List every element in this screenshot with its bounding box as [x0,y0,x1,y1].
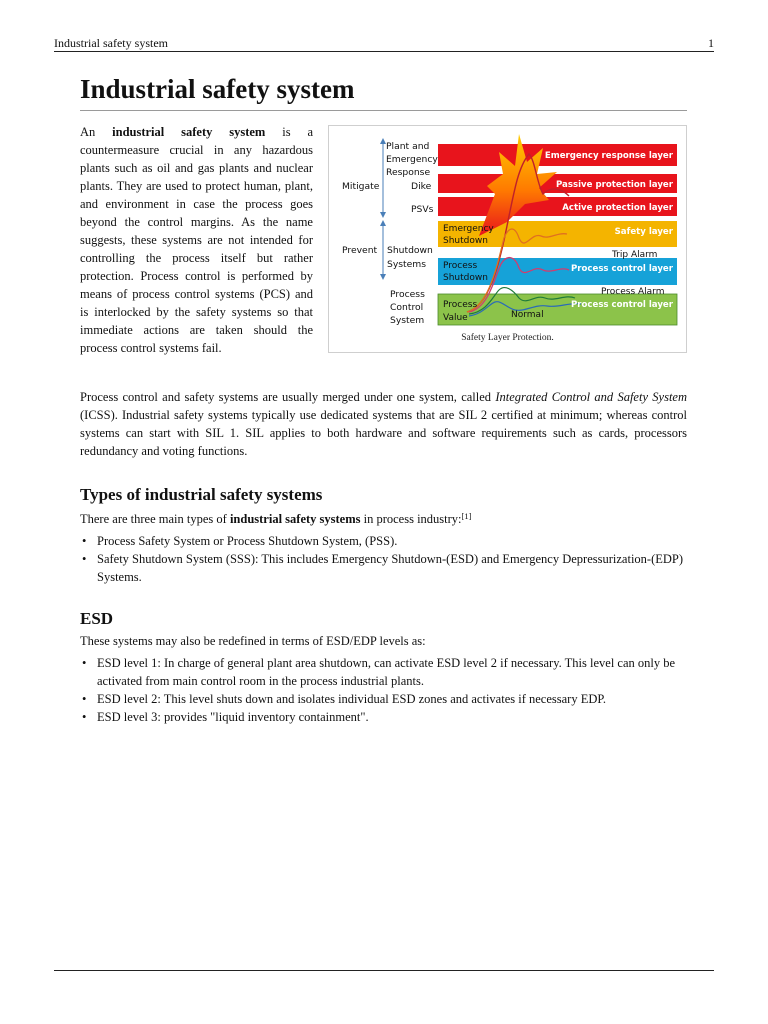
label-control: Control [390,302,424,313]
prevent-arrowhead-bottom [380,274,386,280]
label-psvs: PSVs [411,204,434,215]
prevent-arrowhead-top [380,220,386,226]
footer-rule [54,970,714,971]
layer-label-active-protection: Active protection layer [562,203,673,213]
trip-alarm-label: Trip Alarm [612,250,658,260]
list-item: • Process Safety System or Process Shutdown System, (PSS). [80,532,687,550]
page-number: 1 [708,36,714,50]
label-response: Response [386,167,431,178]
types-section-heading: Types of industrial safety systems [80,485,323,504]
intro-bold-term: industrial safety system [112,125,266,139]
running-header [54,36,714,52]
inner-label-shutdown: Shutdown [443,236,488,246]
citation-link[interactable]: [1] [461,511,472,521]
intro-prefix: An [80,125,113,139]
intro-paragraph [80,123,313,357]
label-plant-and: Plant and [386,141,430,152]
safety-layer-figure [328,125,687,353]
label-process: Process [390,289,425,300]
inner-label-process-value-2: Value [443,313,468,323]
safety-layer-diagram [329,126,686,331]
layer-label-passive-protection: Passive protection layer [555,180,673,190]
label-system: System [390,315,425,326]
para2-part1: Process control and safety systems are usually merged under one system, called [80,390,496,404]
types-list [80,532,687,586]
para2-italic-term: Integrated Control and Safety System [495,390,687,404]
inner-label-process-value-1: Process [443,300,478,310]
layer-label-process-control-1: Process control layer [570,264,673,274]
mitigate-arrowhead-bottom [380,212,386,218]
esd-intro: These systems may also be redefined in terms of ESD/EDP levels as: [80,634,426,648]
label-systems: Systems [387,259,427,270]
list-item: • ESD level 1: In charge of general plant area shutdown, can activate ESD level 2 if necessary. This level can only be activated from main control room in the process industrial plants. [80,654,687,690]
label-emergency: Emergency [386,154,438,165]
esd-section-heading: ESD [80,609,114,628]
list-item: • ESD level 3: provides "liquid inventory containment". [80,708,687,726]
inner-label-emergency: Emergency [443,224,494,234]
label-prevent: Prevent [342,245,378,256]
types-intro-bold: industrial safety systems [229,512,361,526]
label-shutdown: Shutdown [387,245,433,256]
inner-label-process: Process [443,261,478,271]
layer-label-safety: Safety layer [614,227,673,237]
label-dike: Dike [411,181,432,192]
types-intro-prefix: There are three main types of [80,512,230,526]
layer-label-emergency-response: Emergency response layer [544,151,673,161]
inner-label-shutdown-cut: Shutdown [443,273,488,283]
intro-text: is a countermeasure crucial in any hazardous plants such as oil and gas plants and nuclear plants. They are used to protect human, plant, and environment in case the process goes beyond the control margins. As the name suggests, these systems are not intended for controlling the process itself but rather protection. Process control is performed by means of process control systems (PCS) and is interlocked by the safety systems so that immediate actions are taken should the process control systems fail. [80,125,313,355]
para2-part2: (ICSS). Industrial safety systems typically use dedicated systems that are SIL 2 certified at minimum; whereas control systems can start with SIL 1. SIL applies to both hardware and software requirements such as cards, processors redundancy and voting functions. [80,408,687,458]
layer-label-process-control-2: Process control layer [570,300,673,310]
types-intro-suffix: in process industry: [360,512,462,526]
inner-label-normal: Normal [511,310,544,320]
process-alarm-label: Process Alarm [601,287,665,297]
label-mitigate: Mitigate [342,181,380,192]
icss-paragraph [80,388,687,460]
figure-caption: Safety Layer Protection. [461,333,554,343]
running-title: Industrial safety system [54,36,168,50]
list-item: • Safety Shutdown System (SSS): This includes Emergency Shutdown-(ESD) and Emergency Depressurization-(EDP) Systems. [80,550,687,586]
list-item: • ESD level 2: This level shuts down and isolates individual ESD zones and activates if necessary EDP. [80,690,687,708]
esd-list [80,654,687,726]
page-title: Industrial safety system [80,72,687,111]
types-intro [80,510,687,528]
